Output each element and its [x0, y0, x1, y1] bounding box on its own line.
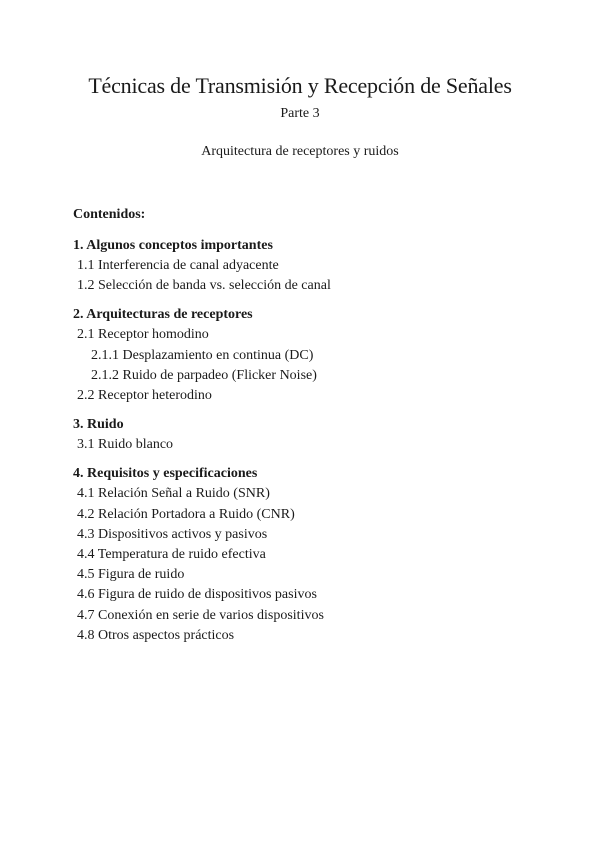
- toc-section: [73, 415, 553, 455]
- document-topic: Arquitectura de receptores y ruidos: [201, 144, 399, 159]
- toc-item: 2.1.2 Ruido de parpadeo (Flicker Noise): [91, 367, 317, 383]
- toc-item: 4.1 Relación Señal a Ruido (SNR): [77, 486, 270, 502]
- toc-section-title: 3. Ruido: [73, 417, 124, 433]
- toc-item: 4.2 Relación Portadora a Ruido (CNR): [77, 506, 295, 522]
- toc-item: 2.2 Receptor heterodino: [77, 388, 212, 404]
- toc-item: 2.1 Receptor homodino: [77, 327, 209, 343]
- toc-heading: Contenidos:: [73, 207, 146, 222]
- toc-section-title: 1. Algunos conceptos importantes: [73, 238, 273, 253]
- toc-item: 4.8 Otros aspectos prácticos: [77, 627, 235, 643]
- toc-section: [73, 305, 553, 406]
- toc-section-title: 2. Arquitecturas de receptores: [73, 307, 253, 323]
- toc-item: 2.1.1 Desplazamiento en continua (DC): [91, 347, 314, 363]
- toc-item: 4.4 Temperatura de ruido efectiva: [77, 547, 266, 563]
- toc-item: 4.3 Dispositivos activos y pasivos: [77, 526, 268, 542]
- toc-item: 1.2 Selección de banda vs. selección de canal: [77, 278, 331, 294]
- toc-item: 3.1 Ruido blanco: [77, 437, 174, 453]
- toc-item: 4.5 Figura de ruido: [77, 567, 185, 583]
- toc-section: [73, 464, 553, 646]
- toc-item: 4.6 Figura de ruido de dispositivos pasivos: [77, 587, 317, 603]
- toc-item: 1.1 Interferencia de canal adyacente: [77, 258, 279, 273]
- document-title: Técnicas de Transmisión y Recepción de Señales: [88, 73, 512, 98]
- table-of-contents: [73, 205, 553, 655]
- toc-section: [73, 236, 553, 296]
- toc-item: 4.7 Conexión en serie de varios dispositivos: [77, 607, 324, 623]
- toc-section-title: 4. Requisitos y especificaciones: [73, 466, 258, 482]
- document-subtitle: Parte 3: [280, 106, 320, 121]
